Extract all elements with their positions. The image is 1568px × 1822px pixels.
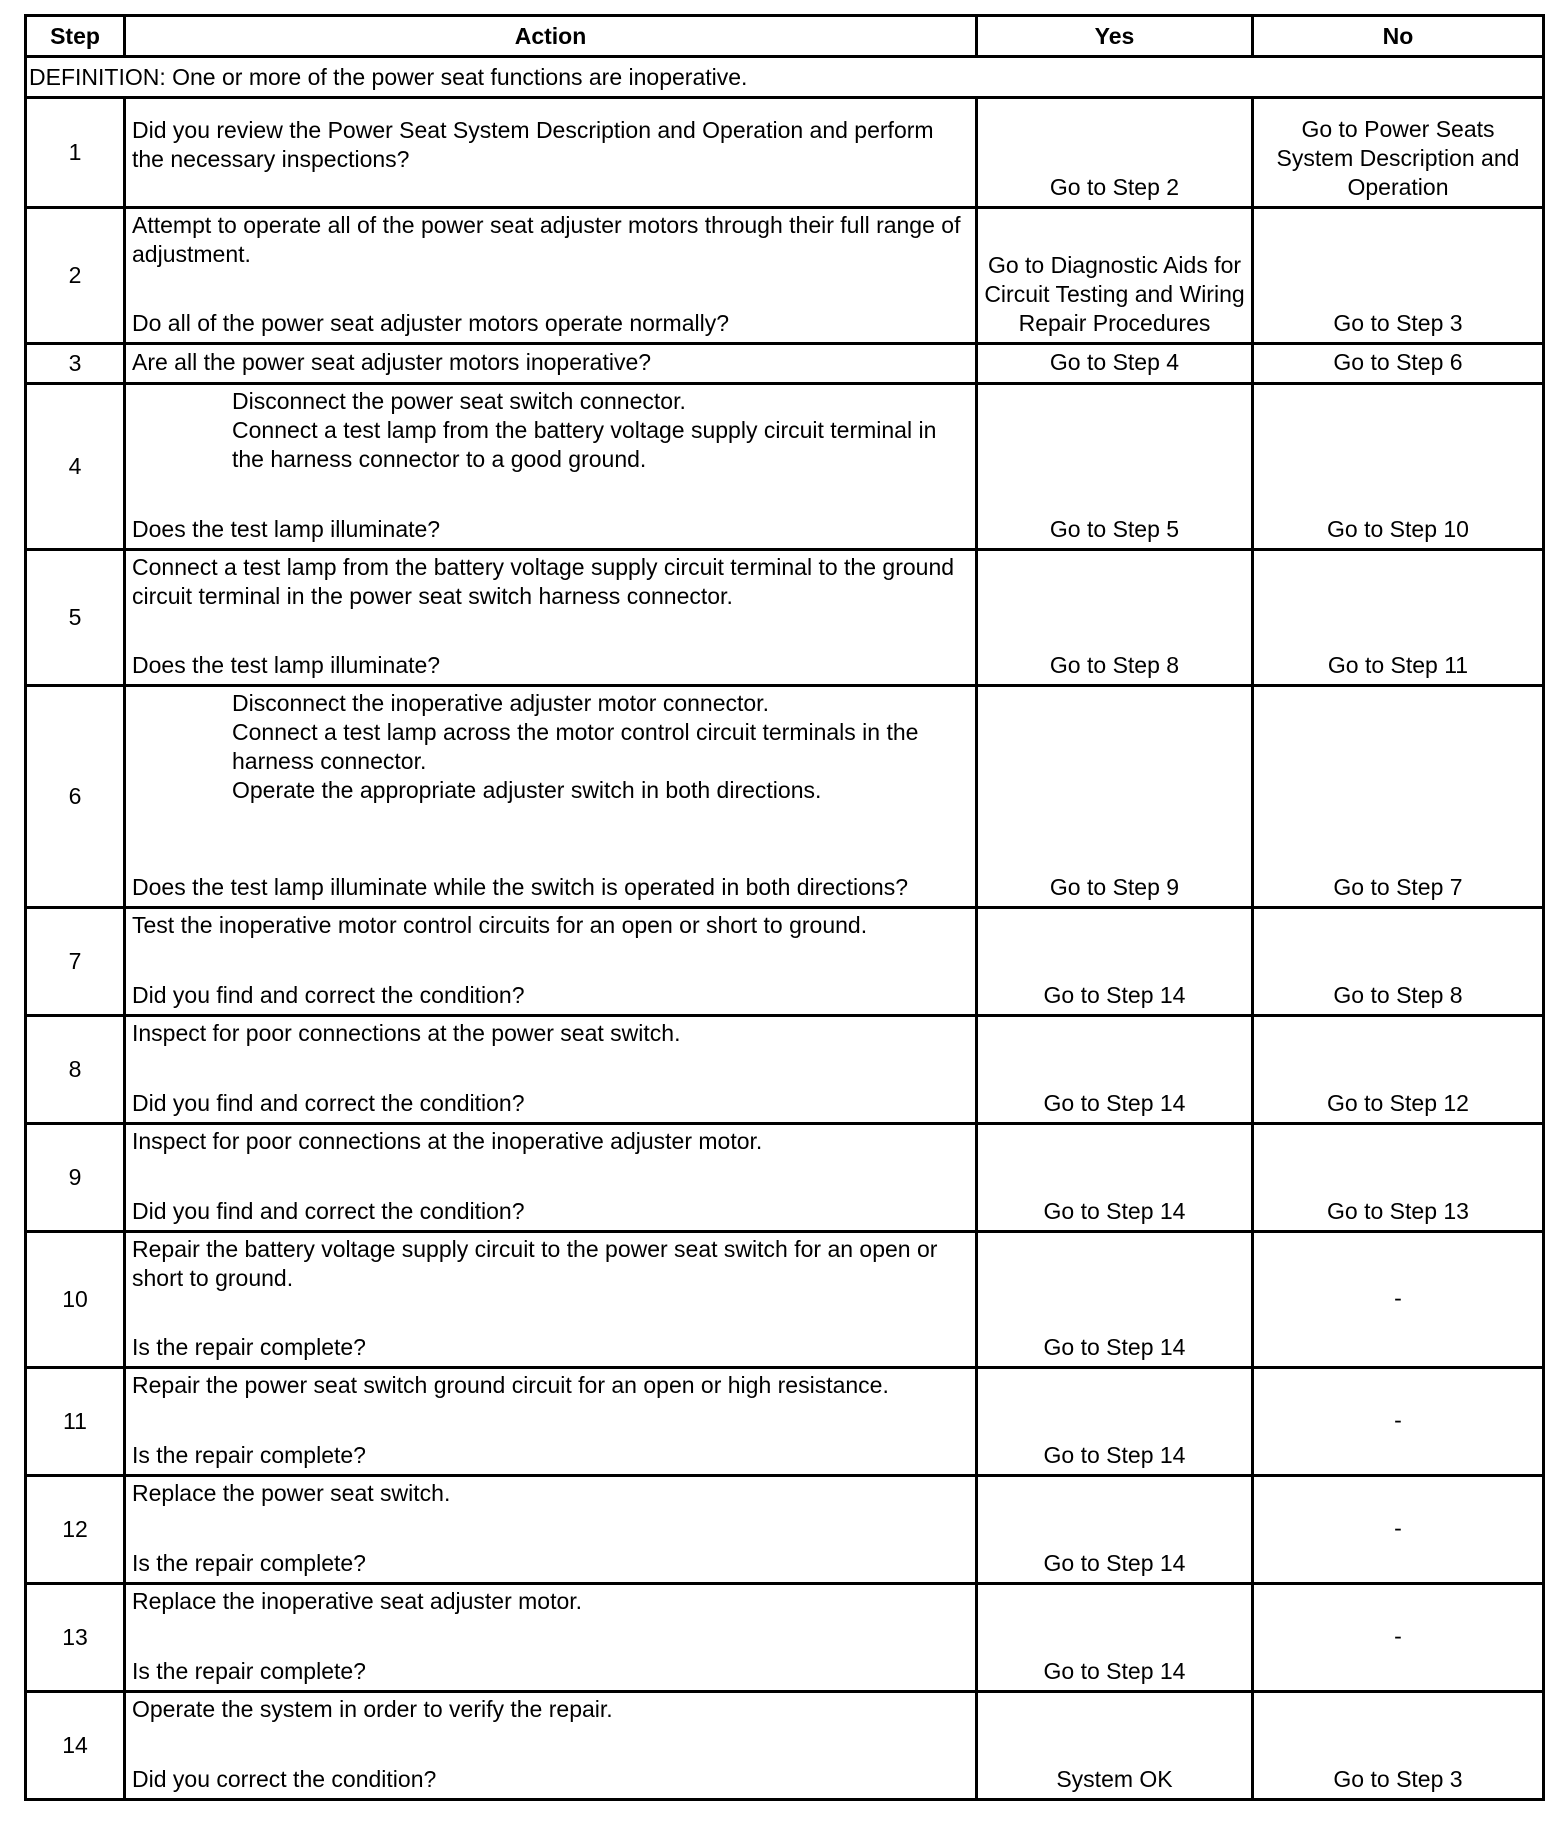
table-row xyxy=(26,1368,1544,1476)
table-row xyxy=(26,908,1544,1016)
yes-result: Go to Step 14 xyxy=(977,1476,1253,1584)
no-result: Go to Step 11 xyxy=(1253,550,1544,686)
step-number: 12 xyxy=(26,1476,125,1584)
action-question: Did you review the Power Seat System Description and Operation and perform the necessary inspections? xyxy=(132,116,934,172)
action-cell xyxy=(125,686,977,908)
no-result: - xyxy=(1253,1368,1544,1476)
table-row xyxy=(26,1692,1544,1800)
step-number: 2 xyxy=(26,208,125,344)
yes-result: System OK xyxy=(977,1692,1253,1800)
diagnostic-table xyxy=(24,14,1545,1801)
action-question: Is the repair complete? xyxy=(132,1550,366,1576)
action-instructions xyxy=(132,1479,969,1508)
action-question: Did you find and correct the condition? xyxy=(132,982,525,1008)
action-instructions xyxy=(132,1235,969,1293)
header-row xyxy=(26,16,1544,57)
yes-result: Go to Step 14 xyxy=(977,1016,1253,1124)
instruction-text: Disconnect the power seat switch connector. xyxy=(232,388,686,414)
instruction-text: Replace the inoperative seat adjuster motor. xyxy=(132,1588,583,1614)
no-result: Go to Step 3 xyxy=(1253,208,1544,344)
instruction-text: Repair the battery voltage supply circuit to the power seat switch for an open or short to ground. xyxy=(132,1236,938,1291)
instruction-text: Connect a test lamp across the motor control circuit terminals in the harness connector. xyxy=(232,719,919,774)
instruction-text: Attempt to operate all of the power seat adjuster motors through their full range of adjustment. xyxy=(132,212,961,267)
instruction-text: Connect a test lamp from the battery voltage supply circuit terminal in the harness connector to a good ground. xyxy=(232,417,937,472)
action-question: Did you find and correct the condition? xyxy=(132,1198,525,1224)
instruction-text: Test the inoperative motor control circuits for an open or short to ground. xyxy=(132,912,868,938)
step-number: 9 xyxy=(26,1124,125,1232)
action-question: Did you find and correct the condition? xyxy=(132,1090,525,1116)
table-row xyxy=(26,98,1544,208)
action-cell xyxy=(125,98,977,208)
action-cell xyxy=(125,1232,977,1368)
definition-row xyxy=(26,57,1544,98)
definition-text: DEFINITION: One or more of the power seat functions are inoperative. xyxy=(26,57,1544,98)
no-result: - xyxy=(1253,1584,1544,1692)
action-instructions xyxy=(132,1587,969,1616)
table-row xyxy=(26,686,1544,908)
action-cell xyxy=(125,1692,977,1800)
action-instructions xyxy=(132,387,969,474)
yes-result: Go to Step 14 xyxy=(977,1232,1253,1368)
action-instructions xyxy=(132,211,969,269)
table-row xyxy=(26,550,1544,686)
action-question: Does the test lamp illuminate? xyxy=(132,516,441,542)
yes-result: Go to Diagnostic Aids for Circuit Testing and Wiring Repair Procedures xyxy=(977,208,1253,344)
action-instructions xyxy=(132,1019,969,1048)
table-row xyxy=(26,384,1544,550)
action-question: Did you correct the condition? xyxy=(132,1766,437,1792)
action-instructions xyxy=(132,1371,969,1400)
action-cell xyxy=(125,908,977,1016)
header-step: Step xyxy=(26,16,125,57)
step-number: 8 xyxy=(26,1016,125,1124)
no-result: Go to Step 3 xyxy=(1253,1692,1544,1800)
action-instructions xyxy=(132,689,969,805)
instruction-text: Replace the power seat switch. xyxy=(132,1480,451,1506)
table-row xyxy=(26,208,1544,344)
action-question: Do all of the power seat adjuster motors operate normally? xyxy=(132,310,730,336)
instruction-text: Operate the appropriate adjuster switch in both directions. xyxy=(232,777,822,803)
yes-result: Go to Step 4 xyxy=(977,344,1253,384)
step-number: 13 xyxy=(26,1584,125,1692)
yes-result: Go to Step 14 xyxy=(977,1584,1253,1692)
action-cell xyxy=(125,1124,977,1232)
instruction-text: Disconnect the inoperative adjuster motor connector. xyxy=(232,690,769,716)
no-result: Go to Step 10 xyxy=(1253,384,1544,550)
no-result: Go to Power Seats System Description and Operation xyxy=(1253,98,1544,208)
action-cell xyxy=(125,344,977,384)
no-result: Go to Step 7 xyxy=(1253,686,1544,908)
action-instructions xyxy=(132,1127,969,1156)
action-question: Are all the power seat adjuster motors inoperative? xyxy=(132,349,652,375)
no-result: Go to Step 12 xyxy=(1253,1016,1544,1124)
action-cell xyxy=(125,550,977,686)
action-question: Is the repair complete? xyxy=(132,1658,366,1684)
yes-result: Go to Step 8 xyxy=(977,550,1253,686)
step-number: 14 xyxy=(26,1692,125,1800)
yes-result: Go to Step 14 xyxy=(977,1368,1253,1476)
instruction-text: Operate the system in order to verify the repair. xyxy=(132,1696,613,1722)
action-instructions xyxy=(132,1695,969,1724)
instruction-text: Repair the power seat switch ground circuit for an open or high resistance. xyxy=(132,1372,889,1398)
table-row xyxy=(26,1124,1544,1232)
table-row xyxy=(26,344,1544,384)
step-number: 1 xyxy=(26,98,125,208)
action-question: Is the repair complete? xyxy=(132,1334,366,1360)
table-row xyxy=(26,1584,1544,1692)
table-row xyxy=(26,1232,1544,1368)
action-cell xyxy=(125,1368,977,1476)
yes-result: Go to Step 14 xyxy=(977,1124,1253,1232)
header-action: Action xyxy=(125,16,977,57)
step-number: 5 xyxy=(26,550,125,686)
step-number: 3 xyxy=(26,344,125,384)
yes-result: Go to Step 5 xyxy=(977,384,1253,550)
table-row xyxy=(26,1016,1544,1124)
action-question: Does the test lamp illuminate? xyxy=(132,652,441,678)
action-cell xyxy=(125,208,977,344)
step-number: 11 xyxy=(26,1368,125,1476)
instruction-text: Connect a test lamp from the battery voltage supply circuit terminal to the ground circuit terminal in the power seat switch harness connector. xyxy=(132,554,955,609)
action-question: Is the repair complete? xyxy=(132,1442,366,1468)
table-row xyxy=(26,1476,1544,1584)
action-cell xyxy=(125,1584,977,1692)
yes-result: Go to Step 14 xyxy=(977,908,1253,1016)
step-number: 6 xyxy=(26,686,125,908)
header-no: No xyxy=(1253,16,1544,57)
action-cell xyxy=(125,1476,977,1584)
header-yes: Yes xyxy=(977,16,1253,57)
step-number: 7 xyxy=(26,908,125,1016)
yes-result: Go to Step 2 xyxy=(977,98,1253,208)
instruction-text: Inspect for poor connections at the inoperative adjuster motor. xyxy=(132,1128,763,1154)
no-result: Go to Step 13 xyxy=(1253,1124,1544,1232)
instruction-text: Inspect for poor connections at the power seat switch. xyxy=(132,1020,681,1046)
action-instructions xyxy=(132,553,969,611)
step-number: 4 xyxy=(26,384,125,550)
no-result: - xyxy=(1253,1476,1544,1584)
action-instructions xyxy=(132,911,969,940)
no-result: Go to Step 6 xyxy=(1253,344,1544,384)
yes-result: Go to Step 9 xyxy=(977,686,1253,908)
no-result: - xyxy=(1253,1232,1544,1368)
action-cell xyxy=(125,384,977,550)
action-cell xyxy=(125,1016,977,1124)
no-result: Go to Step 8 xyxy=(1253,908,1544,1016)
step-number: 10 xyxy=(26,1232,125,1368)
action-question: Does the test lamp illuminate while the switch is operated in both directions? xyxy=(132,874,909,900)
